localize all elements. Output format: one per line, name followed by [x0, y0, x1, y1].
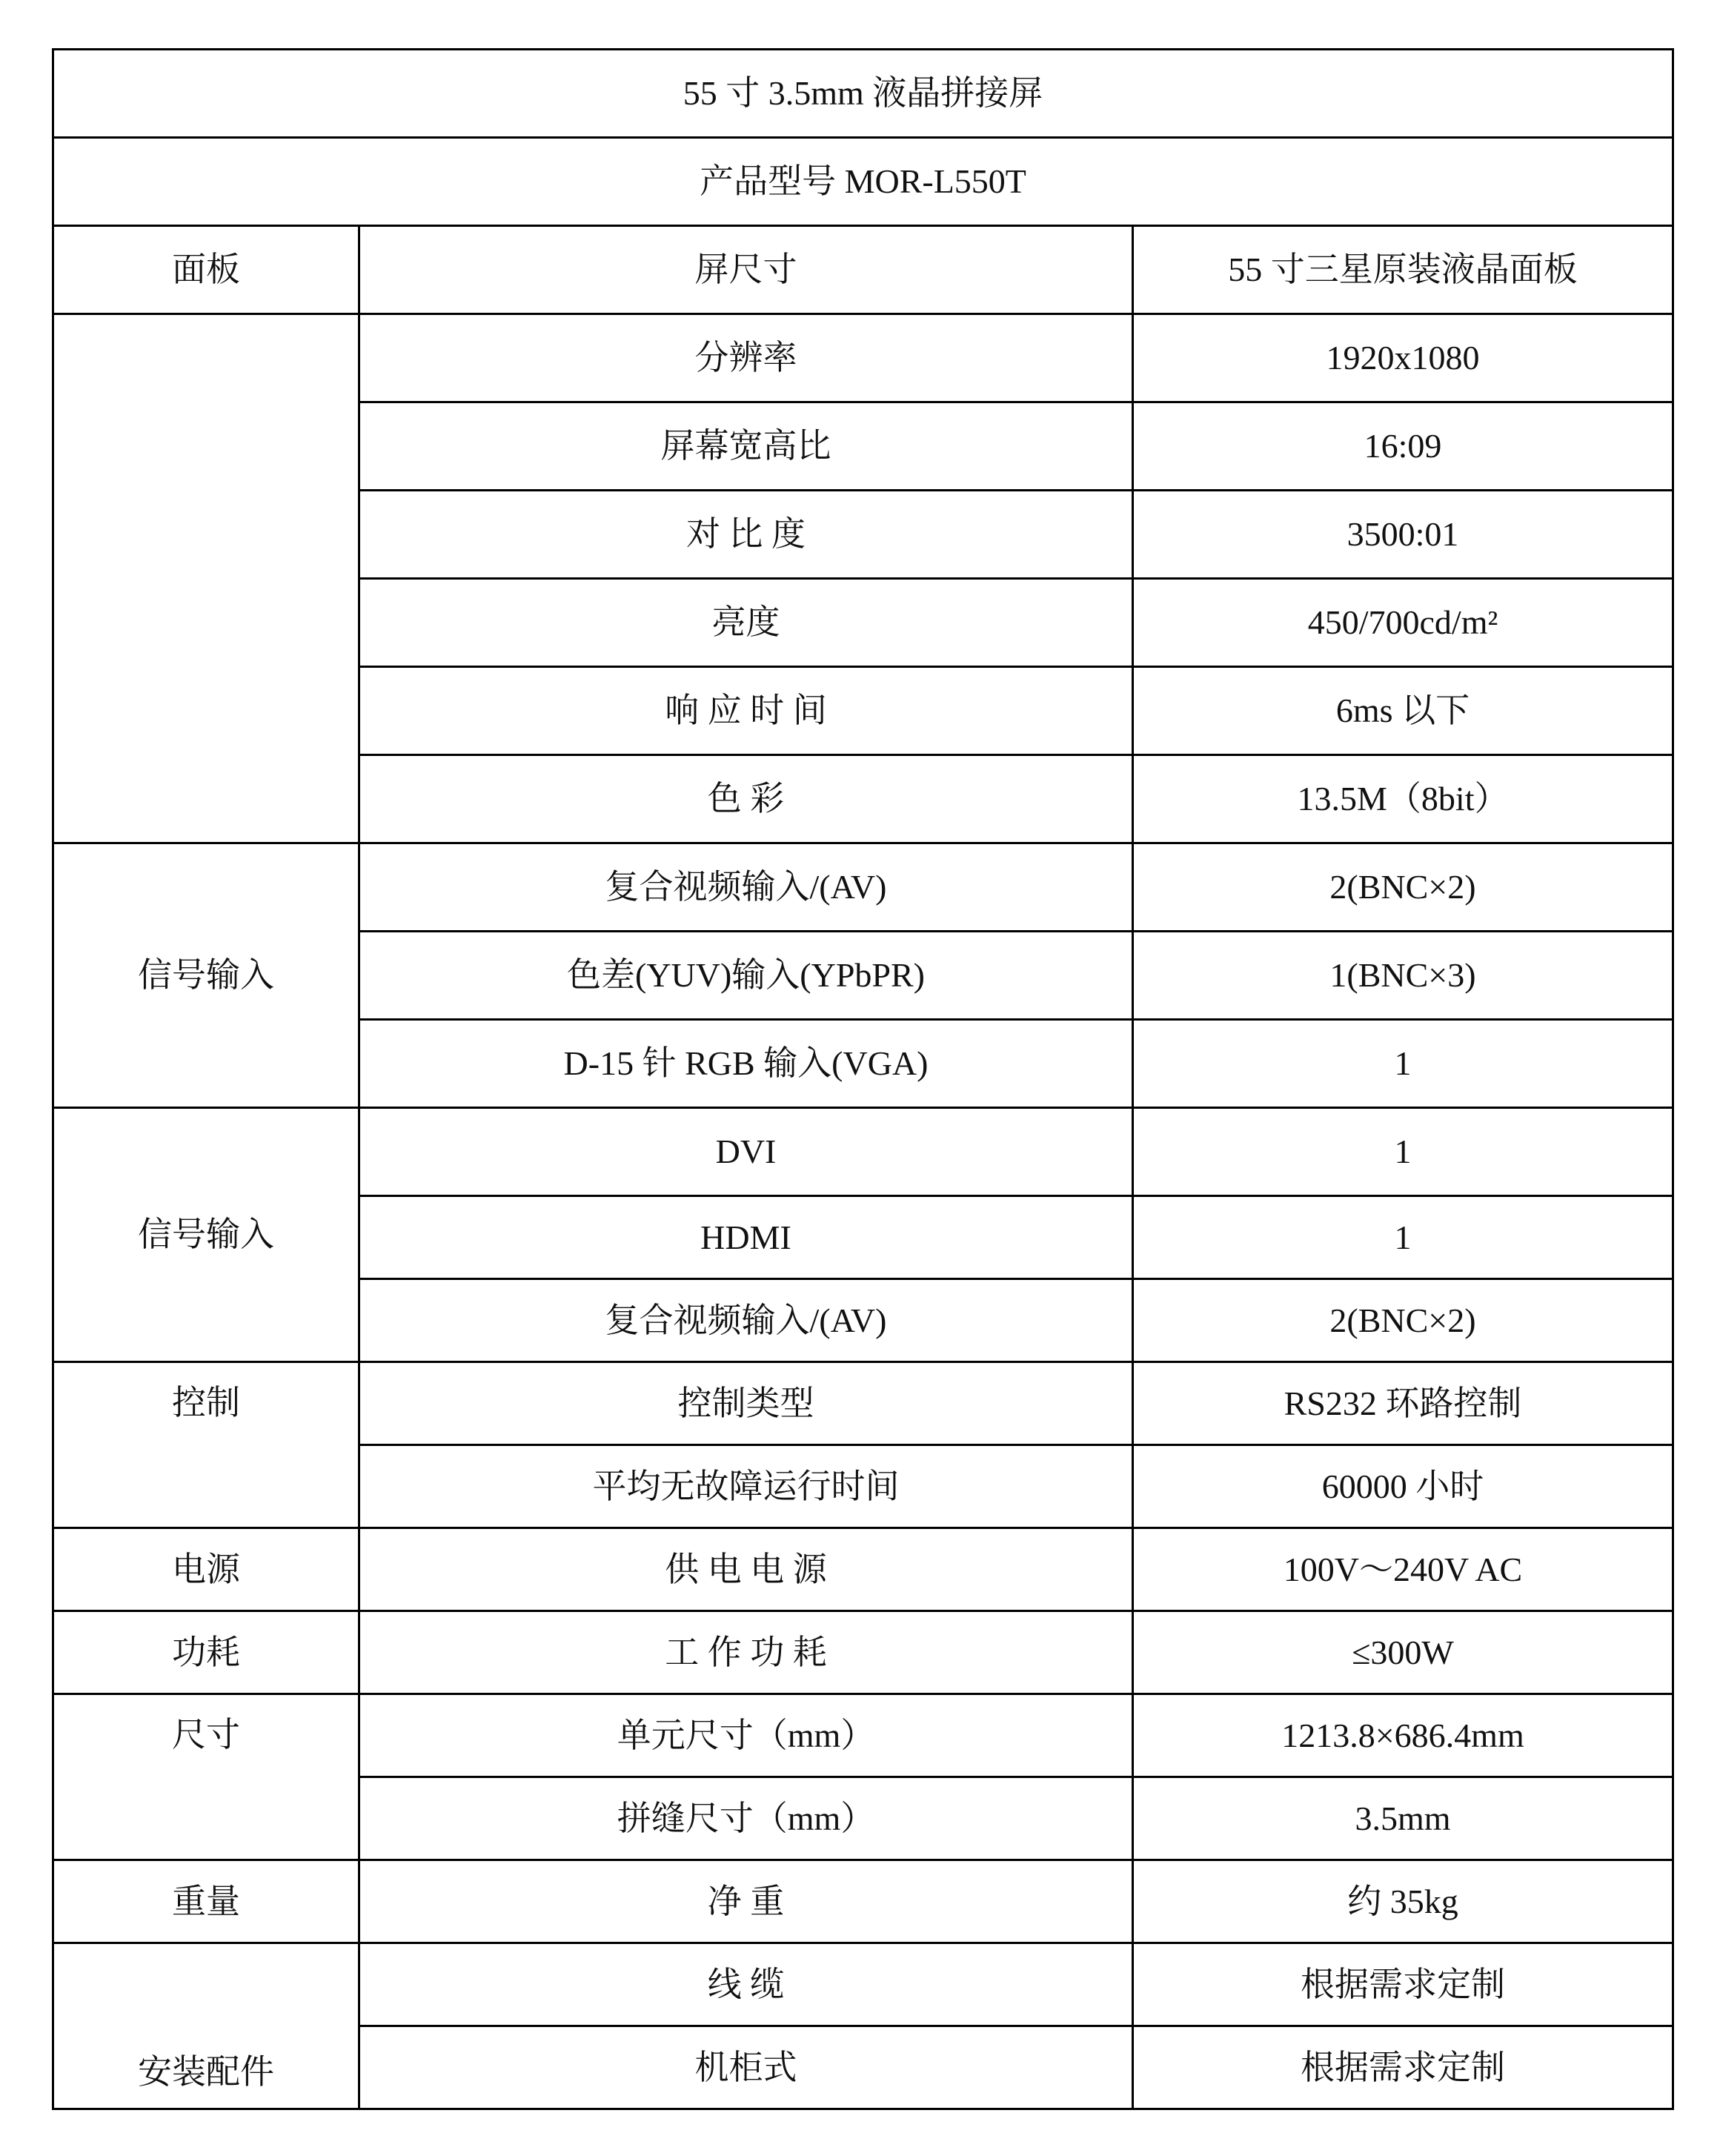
spec-item: 响 应 时 间: [359, 667, 1133, 755]
spec-item: 对 比 度: [359, 491, 1133, 579]
category-accessories: 安装配件: [53, 1943, 359, 2109]
spec-value: 3500:01: [1133, 491, 1673, 579]
table-row: [53, 1943, 1673, 2026]
category-panel: 面板: [53, 226, 359, 314]
spec-value: 16:09: [1133, 402, 1673, 491]
spec-value: 2(BNC×2): [1133, 843, 1673, 932]
spec-item: 供 电 电 源: [359, 1528, 1133, 1611]
spec-item: 复合视频输入/(AV): [359, 843, 1133, 932]
spec-value: 450/700cd/m²: [1133, 579, 1673, 667]
spec-value: 约 35kg: [1133, 1860, 1673, 1943]
spec-item: 亮度: [359, 579, 1133, 667]
spec-value: 100V～240V AC: [1133, 1528, 1673, 1611]
spec-value: 6ms 以下: [1133, 667, 1673, 755]
model-row: [53, 138, 1673, 226]
category-signal-input-2: 信号输入: [53, 1108, 359, 1362]
table-row: [53, 314, 1673, 402]
spec-table: [52, 48, 1674, 2110]
spec-value: RS232 环路控制: [1133, 1362, 1673, 1445]
spec-value: 根据需求定制: [1133, 1943, 1673, 2026]
table-row: [53, 1108, 1673, 1196]
spec-value: 1(BNC×3): [1133, 932, 1673, 1020]
spec-value: 2(BNC×2): [1133, 1279, 1673, 1362]
spec-value: 根据需求定制: [1133, 2026, 1673, 2109]
category-signal-input: 信号输入: [53, 843, 359, 1108]
spec-value: 55 寸三星原装液晶面板: [1133, 226, 1673, 314]
spec-value: 1: [1133, 1108, 1673, 1196]
category-control: 控制: [53, 1362, 359, 1528]
spec-value: 1: [1133, 1196, 1673, 1279]
spec-item: 屏幕宽高比: [359, 402, 1133, 491]
spec-item: HDMI: [359, 1196, 1133, 1279]
spec-value: 3.5mm: [1133, 1777, 1673, 1860]
spec-value: ≤300W: [1133, 1611, 1673, 1694]
table-row: [53, 1611, 1673, 1694]
table-row: [53, 1860, 1673, 1943]
spec-item: 拼缝尺寸（mm）: [359, 1777, 1133, 1860]
category-weight: 重量: [53, 1860, 359, 1943]
spec-item: 机柜式: [359, 2026, 1133, 2109]
category-power-consumption: 功耗: [53, 1611, 359, 1694]
spec-item: 屏尺寸: [359, 226, 1133, 314]
spec-item: 平均无故障运行时间: [359, 1445, 1133, 1528]
spec-item: 分辨率: [359, 314, 1133, 402]
spec-value: 1213.8×686.4mm: [1133, 1694, 1673, 1777]
spec-value: 60000 小时: [1133, 1445, 1673, 1528]
spec-item: 色 彩: [359, 755, 1133, 843]
table-title: 55 寸 3.5mm 液晶拼接屏: [53, 50, 1673, 138]
table-row: [53, 843, 1673, 932]
spec-item: 工 作 功 耗: [359, 1611, 1133, 1694]
category-power-supply: 电源: [53, 1528, 359, 1611]
spec-item: 色差(YUV)输入(YPbPR): [359, 932, 1133, 1020]
category-dimensions: 尺寸: [53, 1694, 359, 1860]
spec-value: 1920x1080: [1133, 314, 1673, 402]
spec-item: 复合视频输入/(AV): [359, 1279, 1133, 1362]
title-row: [53, 50, 1673, 138]
table-row: [53, 1528, 1673, 1611]
spec-item: 单元尺寸（mm）: [359, 1694, 1133, 1777]
table-row: [53, 226, 1673, 314]
spec-item: 线 缆: [359, 1943, 1133, 2026]
table-row: [53, 1694, 1673, 1777]
product-model: 产品型号 MOR-L550T: [53, 138, 1673, 226]
spec-item: DVI: [359, 1108, 1133, 1196]
category-panel-continued: [53, 314, 359, 843]
spec-item: 净 重: [359, 1860, 1133, 1943]
spec-value: 13.5M（8bit）: [1133, 755, 1673, 843]
table-row: [53, 1362, 1673, 1445]
spec-value: 1: [1133, 1020, 1673, 1108]
spec-item: D-15 针 RGB 输入(VGA): [359, 1020, 1133, 1108]
spec-item: 控制类型: [359, 1362, 1133, 1445]
